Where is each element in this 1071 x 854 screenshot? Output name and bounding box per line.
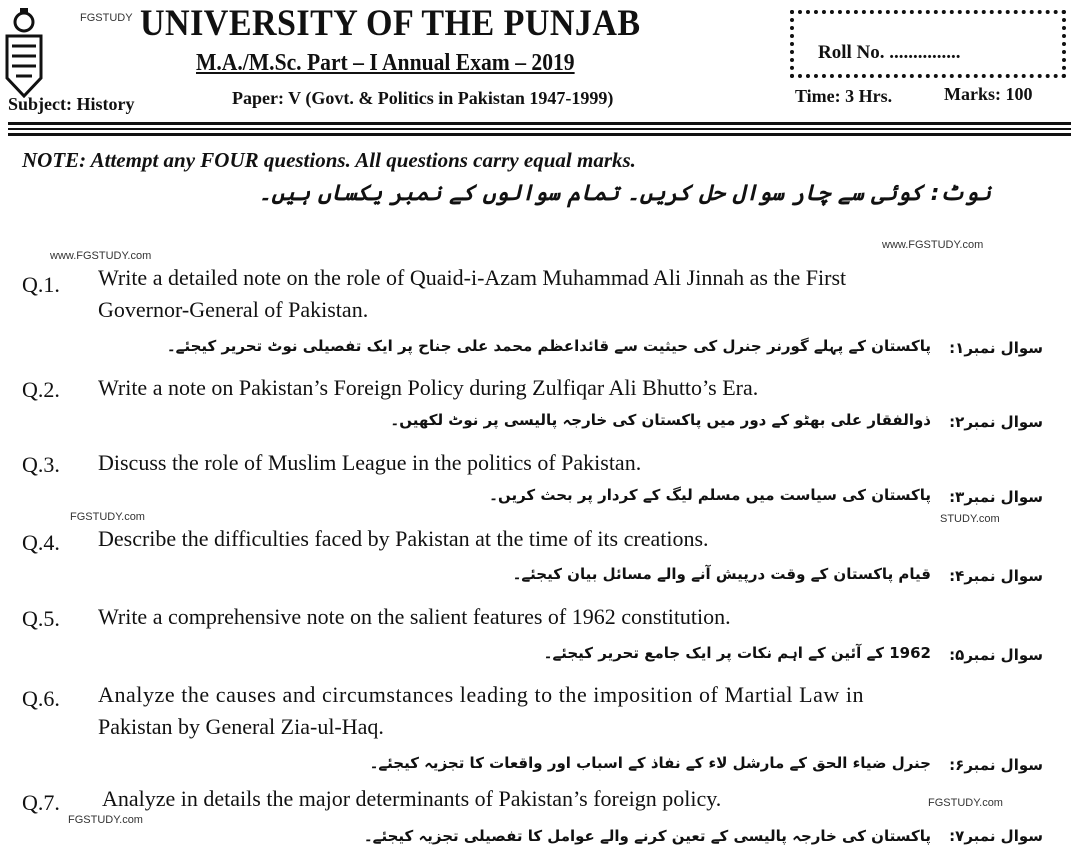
urdu-question-label: سوال نمبر۶: (949, 756, 1043, 774)
divider (8, 128, 1071, 130)
question-number: Q.4. (22, 530, 60, 555)
question-text: Write a comprehensive note on the salient features of 1962 constitution. (98, 604, 731, 629)
question-number: Q.6. (22, 686, 60, 711)
urdu-question-text: قیام پاکستان کے وقت درپیش آنے والے مسائل بیان کیجئے۔ (512, 565, 931, 583)
question-number: Q.2. (22, 377, 60, 402)
urdu-question-text: پاکستان کی سیاست میں مسلم لیگ کے کردار پر بحث کریں۔ (489, 486, 931, 504)
watermark: www.FGSTUDY.com (50, 250, 152, 262)
urdu-question-label: سوال نمبر۱: (949, 339, 1043, 357)
subject: Subject: History (8, 94, 135, 114)
urdu-question-text: 1962 کے آئین کے اہم نکات پر ایک جامع تحریر کیجئے۔ (543, 644, 931, 662)
watermark: FGSTUDY.com (68, 814, 143, 826)
question-text: Write a note on Pakistan’s Foreign Policy during Zulfiqar Ali Bhutto’s Era. (98, 375, 759, 400)
question-number: Q.3. (22, 452, 60, 477)
question-text: Governor-General of Pakistan. (98, 297, 369, 322)
urdu-question-text: جنرل ضیاء الحق کے مارشل لاء کے نفاذ کے اسباب اور واقعات کا تجزیہ کیجئے۔ (369, 754, 931, 772)
question-number: Q.5. (22, 606, 60, 631)
watermark: FGSTUDY (80, 12, 133, 24)
watermark: FGSTUDY.com (70, 511, 145, 523)
question-text: Write a detailed note on the role of Quaid-i-Azam Muhammad Ali Jinnah as the First (98, 265, 847, 290)
watermark: www.FGSTUDY.com (882, 239, 984, 251)
question-text: Analyze in details the major determinants of Pakistan’s foreign policy. (102, 786, 722, 811)
urdu-question-text: پاکستان کے پہلے گورنر جنرل کی حیثیت سے قائداعظم محمد علی جناح پر ایک تفصیلی نوٹ تحریر کیجئے۔ (166, 337, 931, 355)
note-english: NOTE: Attempt any FOUR questions. All questions carry equal marks. (22, 148, 636, 172)
urdu-question-label: سوال نمبر۵: (949, 646, 1043, 664)
question-text: Analyze the causes and circumstances leading to the imposition of Martial Law in (98, 682, 865, 707)
urdu-question-text: پاکستان کی خارجہ پالیسی کے تعین کرنے والے عوامل کا تفصیلی تجزیہ کیجئے۔ (363, 827, 931, 845)
roll-number-field: Roll No. ............... (818, 42, 961, 63)
watermark: FGSTUDY.com (928, 797, 1003, 809)
divider (8, 133, 1071, 136)
paper-title: Paper: V (Govt. & Politics in Pakistan 1947-1999) (232, 88, 614, 108)
urdu-question-label: سوال نمبر۳: (949, 488, 1043, 506)
exam-title: M.A./M.Sc. Part – I Annual Exam – 2019 (196, 50, 575, 76)
urdu-question-label: سوال نمبر۷: (949, 827, 1043, 845)
urdu-question-label: سوال نمبر۴: (949, 567, 1043, 585)
university-crest-icon (4, 8, 44, 98)
note-urdu: نوٹ: کوئی سے چار سوال حل کریں۔ تمام سوالوں کے نمبر یکساں ہیں۔ (258, 181, 991, 206)
urdu-question-label: سوال نمبر۲: (949, 413, 1043, 431)
time: Time: 3 Hrs. (795, 86, 893, 106)
urdu-question-text: ذوالفقار علی بھٹو کے دور میں پاکستان کی خارجہ پالیسی پر نوٹ لکھیں۔ (390, 411, 931, 429)
marks: Marks: 100 (944, 84, 1033, 104)
question-text: Describe the difficulties faced by Pakistan at the time of its creations. (98, 526, 709, 551)
question-number: Q.7. (22, 790, 60, 815)
question-text: Discuss the role of Muslim League in the politics of Pakistan. (98, 450, 642, 475)
question-text: Pakistan by General Zia-ul-Haq. (98, 714, 384, 739)
question-number: Q.1. (22, 272, 60, 297)
divider (8, 122, 1071, 125)
watermark: STUDY.com (940, 513, 1000, 525)
university-title: UNIVERSITY OF THE PUNJAB (140, 3, 641, 44)
